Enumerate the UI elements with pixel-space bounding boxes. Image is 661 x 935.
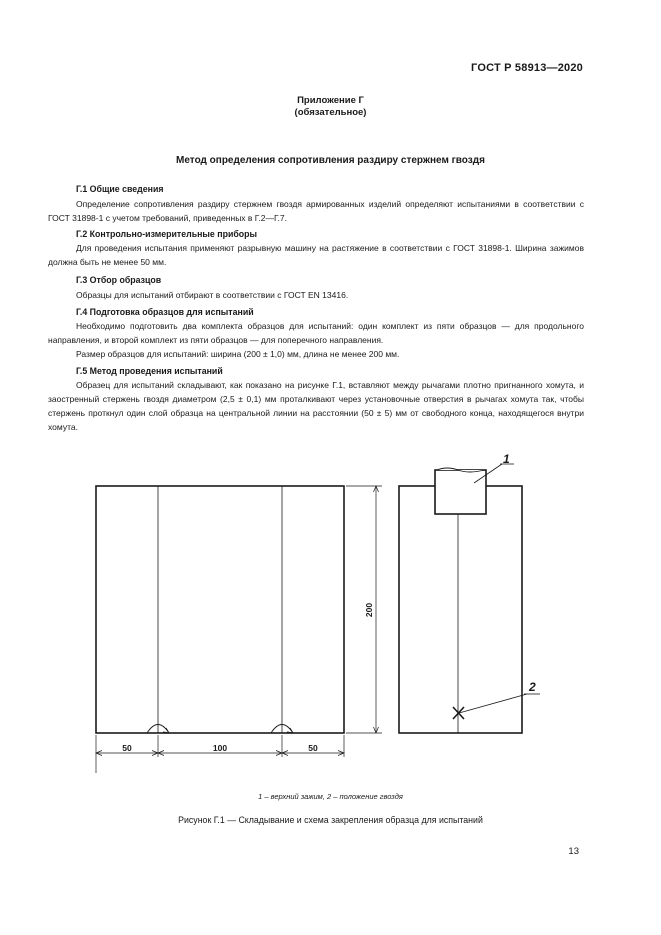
page-number: 13: [568, 846, 579, 857]
section-heading-g2: Г.2 Контрольно-измерительные приборы: [76, 229, 258, 239]
figure-legend: [0, 792, 661, 801]
dim-label-middle: 100: [212, 743, 228, 753]
section-heading-g4: Г.4 Подготовка образцов для испытаний: [76, 307, 254, 317]
callout-label-2: 2: [529, 680, 536, 694]
paragraph: Образец для испытаний складывают, как показано на рисунке Г.1, вставляют между рычагами плотно пригнанного хомута, и заостренный стержень гвоздя диаметром (2,5 ± 0,1) мм проталкивают через установочные отверстия в рычагах хомута так, чтобы стержень проткнул один слой образца на центральной линии на расстоянии (50 ± 5) мм от свободного конца, находящегося внутри хомута.: [48, 380, 584, 432]
upper-clamp: [435, 470, 486, 514]
dim-label-right: 50: [308, 743, 318, 753]
section-heading-g5: Г.5 Метод проведения испытаний: [76, 366, 223, 376]
section-heading-g3: Г.3 Отбор образцов: [76, 275, 162, 285]
callout-leader-2: [459, 694, 527, 713]
appendix-title: Приложение Г: [297, 95, 364, 106]
paragraph: Определение сопротивления раздиру стержнем гвоздя армированных изделий определяют испытаниями в соответствии с ГОСТ 31898-1 с учетом требований, приведенных в Г.2—Г.7.: [48, 199, 584, 223]
paragraph: Необходимо подготовить два комплекта образцов для испытаний: один комплект из пяти образцов — для продольного направления, и второй комплект из пяти образцов — для поперечного направления.: [48, 321, 584, 345]
section-heading-g1: Г.1 Общие сведения: [76, 184, 164, 194]
document-id: ГОСТ Р 58913—2020: [471, 62, 583, 74]
appendix-subtitle: (обязательное): [294, 107, 367, 118]
legend-number-1: 1: [258, 792, 263, 801]
legend-text-1: – верхний зажим,: [262, 792, 327, 801]
specimen-outline: [96, 486, 344, 733]
legend-text-2: – положение гвоздя: [331, 792, 403, 801]
dim-label-height: 200: [364, 602, 374, 618]
dim-label-left: 50: [122, 743, 132, 753]
paragraph: Образцы для испытаний отбирают в соответствии с ГОСТ EN 13416.: [76, 290, 349, 300]
paragraph: Для проведения испытания применяют разрывную машину на растяжение в соответствии с ГОСТ 31898-1. Ширина зажимов должна быть не менее 50 мм.: [48, 243, 584, 267]
paragraph: Размер образцов для испытаний: ширина (200 ± 1,0) мм, длина не менее 200 мм.: [76, 349, 400, 359]
figure-caption: Рисунок Г.1 — Складывание и схема закрепления образца для испытаний: [178, 815, 483, 825]
legend-number-2: 2: [327, 792, 332, 801]
document-title: Метод определения сопротивления раздиру стержнем гвоздя: [176, 155, 485, 166]
folded-specimen-outline: [399, 486, 522, 733]
callout-label-1: 1: [503, 452, 510, 466]
